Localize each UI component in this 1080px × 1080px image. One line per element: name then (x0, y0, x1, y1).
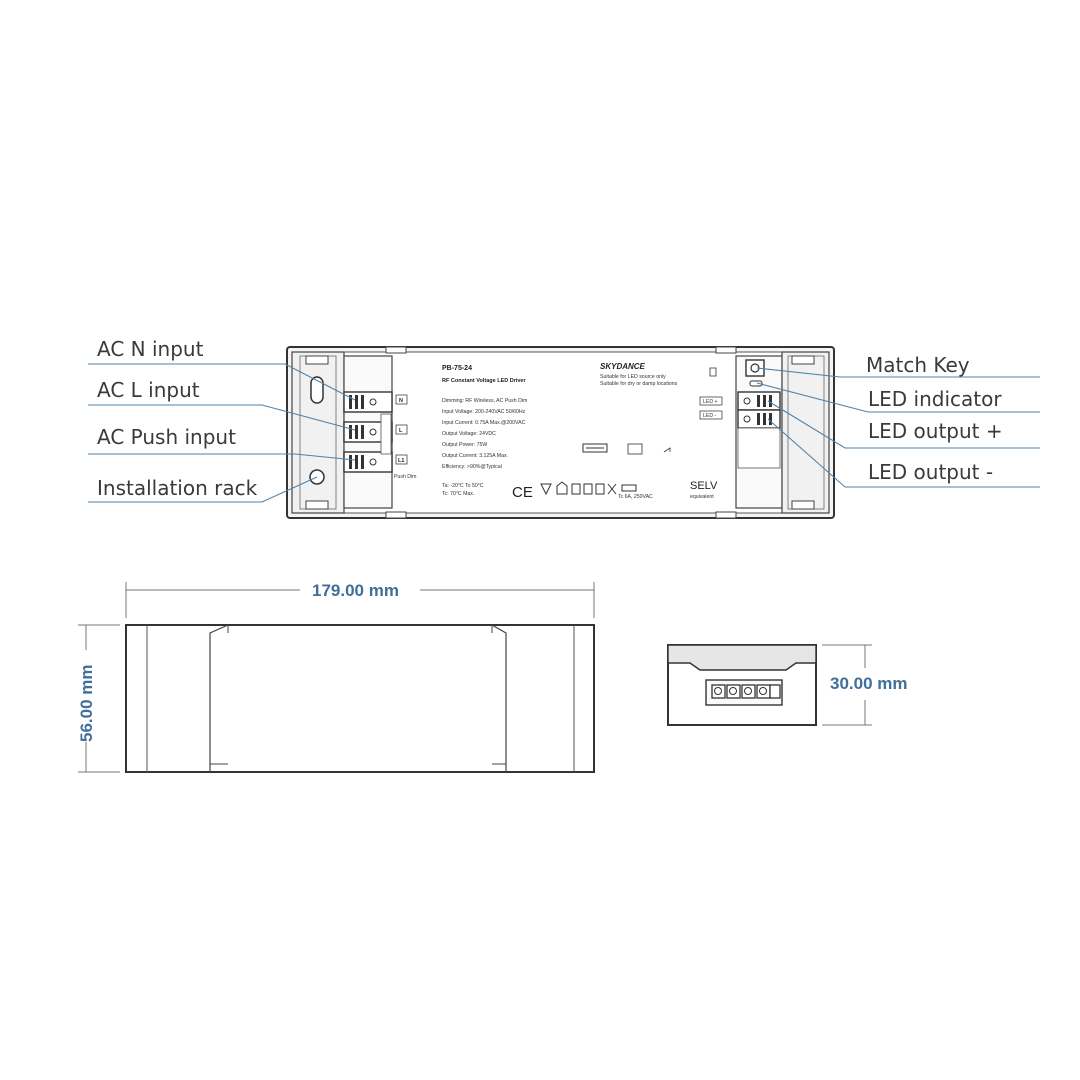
push-dim-label: Push Dim (394, 474, 417, 480)
right-end-cap (782, 352, 829, 513)
rating-text: Tc 6A, 250VAC (618, 494, 653, 500)
spec-line: Output Voltage: 24VDC (442, 431, 496, 437)
brand-logo: SKYDANCE (600, 362, 645, 371)
spec-line: Output Power: 75W (442, 442, 488, 448)
callout-led-output-minus: LED output - (868, 460, 994, 484)
width-dimension (77, 625, 120, 772)
temp-ambient: Ta: -20°C To 50°C (442, 483, 484, 489)
width-dimension-label: 56.00 mm (77, 664, 96, 742)
callout-installation-rack: Installation rack (97, 476, 258, 500)
product-subtitle: RF Constant Voltage LED Driver (442, 378, 526, 384)
callout-ac-l-input: AC L input (97, 378, 200, 402)
ce-mark-icon: CE (512, 484, 533, 501)
height-dimension (822, 645, 908, 725)
length-dimension (126, 581, 594, 618)
callout-ac-push-input: AC Push input (97, 425, 236, 449)
spec-line: Output Current: 3.125A Max. (442, 453, 509, 459)
left-end-cap (292, 352, 344, 513)
device-outline-view (126, 625, 594, 772)
selv-mark: SELV (690, 480, 718, 492)
device-side-view (668, 645, 816, 725)
output-terminal-block (736, 356, 782, 508)
spec-line: Dimming: RF Wireless, AC Push Dim (442, 398, 528, 404)
spec-line: Efficiency: >90%@Typical (442, 464, 502, 470)
selv-sub: equivalent (690, 494, 714, 500)
callout-led-output-plus: LED output + (868, 419, 1003, 443)
callout-match-key: Match Key (866, 353, 970, 377)
terminal-l1-label: L1 (398, 458, 405, 464)
led-plus-tag: LED + (703, 399, 718, 405)
brand-note-1: Suitable for LED source only (600, 374, 666, 380)
led-minus-tag: LED - (703, 413, 717, 419)
height-dimension-label: 30.00 mm (830, 674, 908, 693)
spec-line: Input Voltage: 200-240VAC 50/60Hz (442, 409, 526, 415)
length-dimension-label: 179.00 mm (312, 581, 399, 600)
brand-note-2: Suitable for dry or damp locations (600, 381, 678, 387)
left-callouts (97, 337, 258, 500)
spec-line: Input Current: 0.75A Max.@200VAC (442, 420, 526, 426)
callout-ac-n-input: AC N input (97, 337, 204, 361)
callout-led-indicator: LED indicator (868, 387, 1002, 411)
device-top-view (287, 347, 834, 518)
right-callouts (866, 353, 1003, 484)
terminal-l-label: L (399, 428, 403, 434)
model-number: PB-75-24 (442, 365, 472, 372)
temp-case: Tc: 70°C Max. (442, 491, 475, 497)
dimming-diagram-icon (628, 444, 642, 454)
terminal-n-label: N (399, 398, 403, 404)
